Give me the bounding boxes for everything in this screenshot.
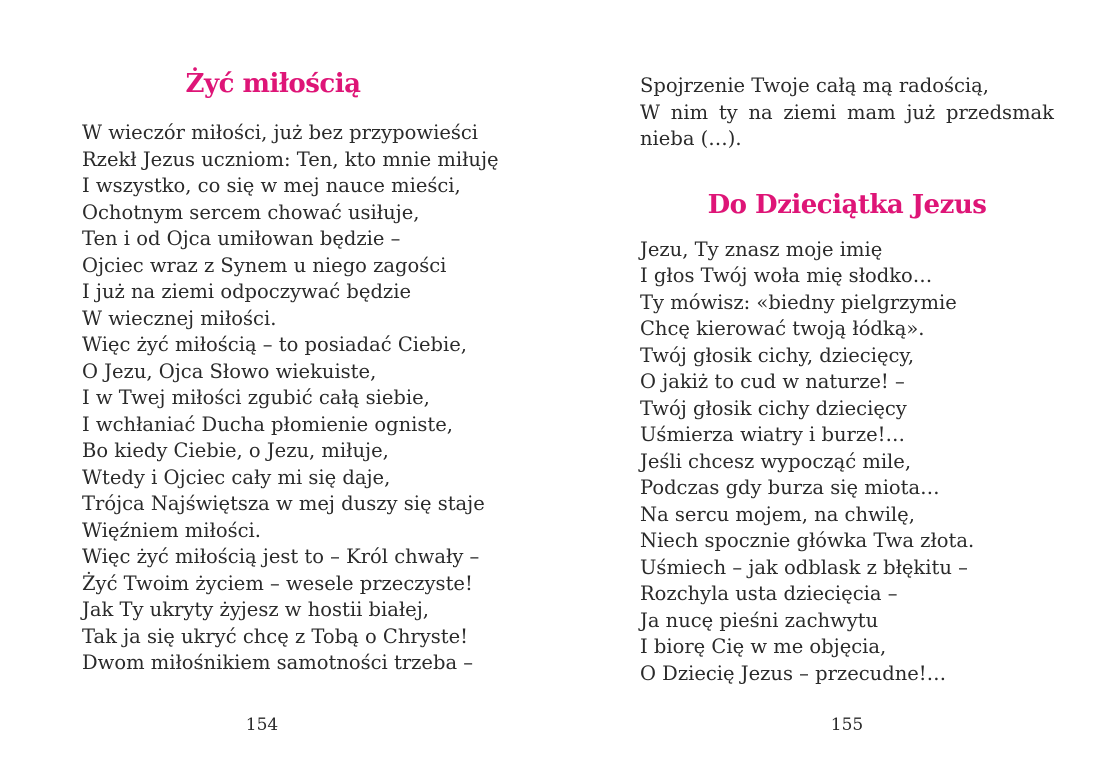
poem-line: nieba (…). <box>640 127 742 150</box>
poem-line: Twój głosik cichy, dziecięcy, <box>640 343 915 367</box>
poem-line: Rzekł Jezus uczniom: Ten, kto mnie miłuję <box>82 147 499 171</box>
poem-line: Ten i od Ojca umiłowan będzie – <box>82 227 401 250</box>
poem-line: Więc żyć miłością – to posiadać Ciebie, <box>82 333 467 356</box>
poem-line: I wszystko, co się w mej nauce mieści, <box>82 174 461 197</box>
poem-line: Dwom miłośnikiem samotności trzeba – <box>82 651 474 674</box>
poem-title-right: Do Dzieciątka Jezus <box>707 189 987 220</box>
poem-line: Jeśli chcesz wypocząć mile, <box>640 449 912 473</box>
poem-line: I biorę Cię w me objęcia, <box>640 635 887 658</box>
poem-line: Spojrzenie Twoje całą mą radością, <box>640 74 989 97</box>
poem-right <box>640 237 1054 688</box>
poem-line: O Dziecię Jezus – przecudne!… <box>640 661 947 685</box>
poem-line: Tak ja się ukryć chcę z Tobą o Chryste! <box>82 624 468 648</box>
poem-line: Wtedy i Ojciec cały mi się daje, <box>82 465 391 489</box>
poem-line: Żyć Twoim życiem – wesele przeczyste! <box>82 571 473 595</box>
poem-line: W wieczór miłości, już bez przypowieści <box>82 121 479 144</box>
poem-line: W nim ty na ziemi mam już przedsmak <box>640 100 1054 124</box>
poem-left <box>82 120 499 677</box>
poem-line: Chcę kierować twoją łódką». <box>640 317 925 340</box>
poem-line: Jezu, Ty znasz moje imię <box>640 237 883 261</box>
poem-line: Jak Ty ukryty żyjesz w hostii białej, <box>82 598 429 621</box>
poem-line: Podczas gdy burza się miota… <box>640 476 940 499</box>
poem-line: Uśmiech – jak odblask z błękitu – <box>640 555 968 579</box>
page-left <box>82 68 499 677</box>
poem-line: Bo kiedy Ciebie, o Jezu, miłuje, <box>82 439 389 462</box>
poem-line: Niech spocznie główka Twa złota. <box>640 529 975 552</box>
poem-line: I już na ziemi odpoczywać będzie <box>82 280 411 303</box>
poem-line: Trójca Najświętsza w mej duszy się staje <box>82 492 485 515</box>
poem-line: W wiecznej miłości. <box>82 306 277 330</box>
poem-line: Ja nucę pieśni zachwytu <box>640 608 879 632</box>
poem-line: Więźniem miłości. <box>82 518 261 542</box>
poem-line: Ty mówisz: «biedny pielgrzymie <box>640 290 957 314</box>
poem-line: Twój głosik cichy dziecięcy <box>640 396 907 420</box>
poem-line: Na sercu mojem, na chwilę, <box>640 502 915 526</box>
poem-line: Ochotnym sercem chować usiłuje, <box>82 200 420 224</box>
poem-line: I głos Twój woła mię słodko… <box>640 264 933 287</box>
poem-line: Uśmierza wiatry i burze!… <box>640 423 906 446</box>
poem-line: Rozchyla usta dziecięcia – <box>640 582 898 605</box>
poem-line: I w Twej miłości zgubić całą siebie, <box>82 386 430 409</box>
poem-line: O jakiż to cud w naturze! – <box>640 370 905 393</box>
poem-line: Więc żyć miłością jest to – Król chwały – <box>82 545 480 568</box>
poem-line: O Jezu, Ojca Słowo wiekuiste, <box>82 359 377 383</box>
page-number-left: 154 <box>245 715 279 735</box>
page-number-right: 155 <box>830 715 864 735</box>
page-right <box>640 68 1054 687</box>
poem-line: I wchłaniać Ducha płomienie ogniste, <box>82 412 454 436</box>
poem-title-left: Żyć miłością <box>185 69 361 99</box>
poem-continuation <box>640 73 1054 153</box>
poem-line: Ojciec wraz z Synem u niego zagości <box>82 253 447 277</box>
